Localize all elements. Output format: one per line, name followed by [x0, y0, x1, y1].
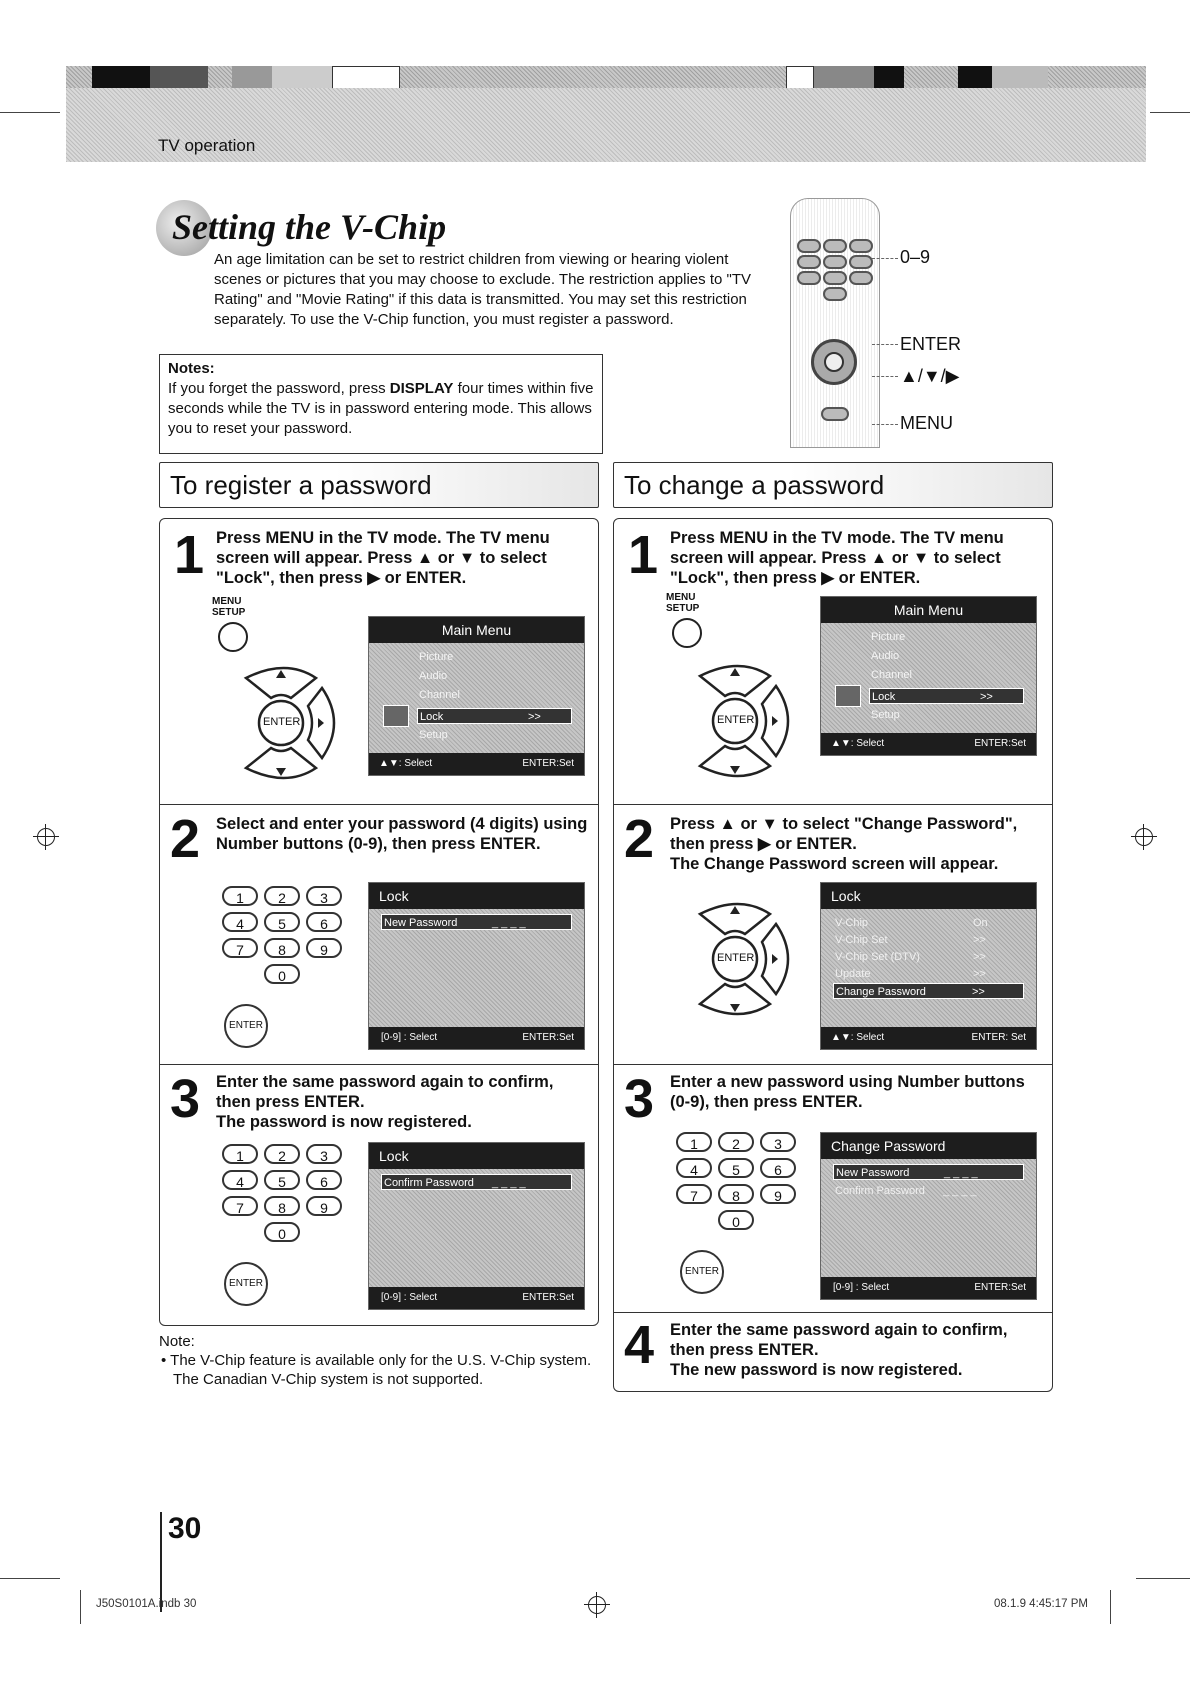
remote-enter-icon: [824, 352, 844, 372]
notes-heading: Notes:: [168, 360, 215, 377]
bottom-note-heading: Note:: [159, 1333, 195, 1350]
crop-mark: [1150, 112, 1190, 113]
remote-button-icon: [823, 255, 847, 269]
step-divider: [159, 804, 599, 805]
menu-button-icon: [218, 622, 248, 652]
bottom-note: [159, 1332, 599, 1389]
remote-button-icon: [823, 287, 847, 301]
osd-footer: [821, 733, 1036, 755]
callout-enter: ENTER: [900, 334, 962, 354]
crop-mark: [1110, 1590, 1111, 1624]
osd-title: Lock: [821, 883, 1036, 909]
osd-row: [833, 915, 1024, 931]
step-number: 3: [624, 1069, 655, 1129]
osd-item: Audio: [871, 650, 900, 662]
step-number: 3: [170, 1069, 201, 1129]
osd-change-password: [820, 1132, 1037, 1300]
number-key-0: 0: [718, 1210, 754, 1230]
page-number: 30: [168, 1512, 202, 1545]
notes-text-a: If you forget the password, press: [168, 380, 390, 397]
number-key-4: 4: [222, 912, 258, 932]
footer-file: J50S0101A.indb 30: [96, 1598, 197, 1610]
number-key-7: 7: [222, 938, 258, 958]
crop-mark: [0, 1578, 60, 1579]
page-number-rule: [160, 1512, 162, 1612]
osd-footer: [369, 753, 584, 775]
callout-leader: [872, 258, 898, 259]
osd-row-value: _ _ _ _: [943, 1185, 977, 1197]
osd-footer: [369, 1027, 584, 1049]
enter-button-icon: ENTER: [680, 1250, 724, 1294]
osd-row-label: V-Chip Set (DTV): [835, 951, 920, 963]
osd-footer: [821, 1277, 1036, 1299]
number-key-7: 7: [222, 1196, 258, 1216]
step-number: 4: [624, 1315, 655, 1375]
osd-row-label: Lock: [872, 691, 896, 703]
lock-icon: [835, 685, 861, 707]
osd-selected-row: [833, 983, 1024, 999]
osd-row-label: Lock: [420, 711, 444, 723]
remote-button-icon: [849, 271, 873, 285]
osd-foot-left: ▲▼: Select: [379, 758, 433, 769]
number-key-1: 1: [222, 886, 258, 906]
osd-selected-row: [869, 688, 1024, 704]
section-label: TV operation: [158, 136, 256, 155]
number-key-5: 5: [264, 1170, 300, 1190]
change-heading: To change a password: [613, 462, 1053, 508]
number-key-4: 4: [222, 1170, 258, 1190]
enter-label: ENTER: [263, 716, 301, 728]
page-title: Setting the V-Chip: [172, 207, 447, 247]
number-key-0: 0: [264, 964, 300, 984]
osd-row: [833, 1183, 1024, 1199]
menu-label-line2: SETUP: [666, 603, 700, 614]
osd-item: Picture: [871, 631, 906, 643]
callout-numbers: 0–9: [900, 247, 931, 267]
number-key-7: 7: [676, 1184, 712, 1204]
osd-foot-left: ▲▼: Select: [831, 1032, 885, 1043]
osd-row: [833, 932, 1024, 948]
osd-title: Lock: [369, 1143, 584, 1169]
footer-date: 08.1.9 4:45:17 PM: [994, 1598, 1088, 1610]
step-number: 1: [628, 525, 659, 585]
step-divider: [613, 1064, 1053, 1065]
osd-row-label: V-Chip: [835, 917, 869, 929]
osd-item: Channel: [419, 689, 460, 701]
osd-foot-left: [0-9] : Select: [833, 1282, 890, 1293]
bottom-note-bullet: • The V-Chip feature is available only for the U.S. V-Chip system. The Canadian V-Chip system is not supported.: [161, 1352, 592, 1388]
osd-lock-confirm: [368, 1142, 585, 1310]
osd-title: Main Menu: [821, 597, 1036, 623]
crop-mark: [1136, 1578, 1190, 1579]
osd-row: [833, 966, 1024, 982]
osd-row-label: New Password: [836, 1167, 910, 1179]
osd-row-value: _ _ _ _: [492, 917, 526, 929]
remote-button-icon: [797, 255, 821, 269]
number-key-3: 3: [760, 1132, 796, 1152]
notes-text-b: four times within five seconds while the TV is in password entering mode. This allows you to reset your password.: [168, 380, 594, 437]
osd-row-value: >>: [973, 934, 986, 946]
callout-menu: MENU: [900, 413, 953, 433]
step-text: Enter a new password using Number buttons (0-9), then press ENTER.: [670, 1073, 1025, 1111]
osd-main-menu: [820, 596, 1037, 756]
callout-leader: [872, 376, 898, 377]
step-number: 2: [624, 809, 655, 869]
osd-selected-row: [381, 914, 572, 930]
osd-title: Change Password: [821, 1133, 1036, 1159]
enter-button-icon: ENTER: [224, 1262, 268, 1306]
number-key-2: 2: [718, 1132, 754, 1152]
step-divider: [613, 1312, 1053, 1313]
osd-main-menu: [368, 616, 585, 776]
number-key-2: 2: [264, 1144, 300, 1164]
osd-foot-right: ENTER:Set: [974, 738, 1026, 749]
osd-selected-row: [833, 1164, 1024, 1180]
osd-row: [833, 949, 1024, 965]
notes-text: [168, 379, 594, 439]
step-text-result: The password is now registered.: [216, 1113, 472, 1131]
number-key-1: 1: [222, 1144, 258, 1164]
number-key-2: 2: [264, 886, 300, 906]
menu-label: [666, 592, 699, 614]
osd-row-value: >>: [972, 986, 985, 998]
remote-button-icon: [797, 271, 821, 285]
remote-button-icon: [823, 239, 847, 253]
callout-leader: [872, 424, 898, 425]
number-key-1: 1: [676, 1132, 712, 1152]
number-key-8: 8: [718, 1184, 754, 1204]
number-key-9: 9: [760, 1184, 796, 1204]
enter-label: ENTER: [717, 714, 755, 726]
osd-foot-right: ENTER:Set: [522, 758, 574, 769]
osd-row-label: Confirm Password: [835, 1185, 925, 1197]
enter-label: ENTER: [717, 952, 755, 964]
step-divider: [613, 804, 1053, 805]
osd-foot-left: [0-9] : Select: [381, 1292, 438, 1303]
step-text-result: The new password is now registered.: [670, 1361, 963, 1379]
osd-item: Setup: [871, 709, 900, 721]
osd-foot-right: ENTER:Set: [522, 1032, 574, 1043]
callout-arrows: ▲/▼/▶: [900, 366, 960, 386]
lock-icon: [383, 705, 409, 727]
osd-footer: [369, 1287, 584, 1309]
osd-row-label: V-Chip Set: [835, 934, 888, 946]
number-key-6: 6: [760, 1158, 796, 1178]
step-divider: [159, 1064, 599, 1065]
remote-button-icon: [849, 255, 873, 269]
registration-mark-icon: [588, 1596, 606, 1614]
number-key-4: 4: [676, 1158, 712, 1178]
osd-selected-row: [381, 1174, 572, 1190]
osd-row-label: New Password: [384, 917, 458, 929]
remote-button-icon: [849, 239, 873, 253]
osd-row-label: Change Password: [836, 986, 926, 998]
osd-row-value: >>: [528, 711, 541, 723]
number-key-9: 9: [306, 938, 342, 958]
osd-title: Main Menu: [369, 617, 584, 643]
number-key-3: 3: [306, 886, 342, 906]
osd-row-value: >>: [980, 691, 993, 703]
remote-button-icon: [797, 239, 821, 253]
remote-button-icon: [823, 271, 847, 285]
osd-lock-new: [368, 882, 585, 1050]
bottom-note-text: The V-Chip feature is available only for the U.S. V-Chip system. The Canadian V-Chip system is not supported.: [170, 1352, 592, 1388]
osd-row-label: Update: [835, 968, 871, 980]
number-key-5: 5: [718, 1158, 754, 1178]
number-key-3: 3: [306, 1144, 342, 1164]
number-key-5: 5: [264, 912, 300, 932]
osd-foot-right: ENTER:Set: [974, 1282, 1026, 1293]
step-number: 1: [174, 525, 205, 585]
osd-item: Picture: [419, 651, 454, 663]
menu-label-line1: MENU: [212, 596, 242, 607]
osd-row-value: >>: [973, 951, 986, 963]
step-text: Press ▲ or ▼ to select "Change Password", then press ▶ or ENTER.: [670, 815, 1018, 853]
registration-mark-icon: [37, 828, 55, 846]
osd-row-value: On: [973, 917, 988, 929]
number-key-8: 8: [264, 1196, 300, 1216]
osd-foot-right: ENTER:Set: [522, 1292, 574, 1303]
osd-row-value: _ _ _ _: [944, 1167, 978, 1179]
number-key-0: 0: [264, 1222, 300, 1242]
register-heading: To register a password: [159, 462, 599, 508]
callout-leader: [872, 344, 898, 345]
step-text-result: The Change Password screen will appear.: [670, 855, 999, 873]
notes-bold: DISPLAY: [389, 380, 454, 397]
menu-label-line2: SETUP: [212, 607, 246, 618]
osd-lock-menu: [820, 882, 1037, 1050]
notes-box: [159, 354, 603, 454]
osd-foot-left: ▲▼: Select: [831, 738, 885, 749]
remote-illustration: [790, 198, 880, 448]
menu-button-icon: [672, 618, 702, 648]
step-text: Press MENU in the TV mode. The TV menu screen will appear. Press ▲ or ▼ to select "Lock", then press ▶ or ENTER.: [670, 529, 1004, 587]
number-key-8: 8: [264, 938, 300, 958]
osd-footer: [821, 1027, 1036, 1049]
step-text: Enter the same password again to confirm, then press ENTER.: [216, 1073, 554, 1111]
step-text: Enter the same password again to confirm, then press ENTER.: [670, 1321, 1008, 1359]
intro-text: An age limitation can be set to restrict children from viewing or hearing violent scenes or pictures that you may choose to exclude. The restriction applies to "TV Rating" and "Movie Rating" if this data is transmitted. You may set this restriction separately. To use the V-Chip function, you must register a password.: [214, 251, 751, 328]
osd-item: Audio: [419, 670, 448, 682]
number-key-6: 6: [306, 1170, 342, 1190]
number-key-9: 9: [306, 1196, 342, 1216]
osd-foot-right: ENTER: Set: [971, 1032, 1026, 1043]
number-key-6: 6: [306, 912, 342, 932]
crop-mark: [0, 112, 60, 113]
step-text: Select and enter your password (4 digits) using Number buttons (0-9), then press ENTER.: [216, 815, 588, 853]
crop-mark: [80, 1590, 81, 1624]
osd-row-value: _ _ _ _: [492, 1177, 526, 1189]
step-text: Press MENU in the TV mode. The TV menu screen will appear. Press ▲ or ▼ to select "Lock", then press ▶ or ENTER.: [216, 529, 550, 587]
osd-selected-row: [417, 708, 572, 724]
osd-title: Lock: [369, 883, 584, 909]
registration-mark-icon: [1135, 828, 1153, 846]
osd-foot-left: [0-9] : Select: [381, 1032, 438, 1043]
osd-item: Channel: [871, 669, 912, 681]
menu-label: [212, 596, 245, 618]
enter-button-icon: ENTER: [224, 1004, 268, 1048]
osd-row-value: >>: [973, 968, 986, 980]
menu-label-line1: MENU: [666, 592, 696, 603]
osd-item: Setup: [419, 729, 448, 741]
remote-menu-icon: [821, 407, 849, 421]
step-number: 2: [170, 809, 201, 869]
osd-row-label: Confirm Password: [384, 1177, 474, 1189]
